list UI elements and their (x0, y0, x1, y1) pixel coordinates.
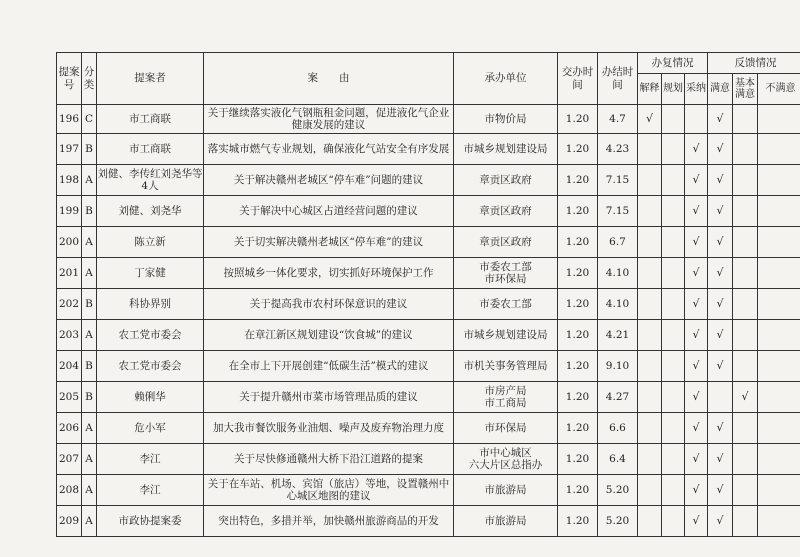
cell-completion-time: 4.27 (598, 382, 638, 413)
cell-proposer: 刘健、刘尧华 (97, 196, 204, 227)
cell-dissatisfied (758, 196, 800, 227)
cell-category: A (82, 227, 97, 258)
cell-adopt (685, 351, 708, 382)
cell-adopt (685, 413, 708, 444)
cell-category: A (82, 475, 97, 506)
check-mark-icon: √ (716, 420, 724, 434)
cell-adopt (685, 382, 708, 413)
check-mark-icon: √ (692, 482, 700, 496)
handler-name: 市物价局 (484, 112, 527, 125)
check-mark-icon: √ (692, 141, 700, 155)
handler-name: 六大片区总指办 (468, 459, 543, 471)
cell-plan (662, 196, 685, 227)
cell-category: B (82, 134, 97, 165)
handler-name: 市房产局 (484, 384, 527, 397)
header-handler: 承办单位 (454, 53, 558, 105)
cell-satisfied (708, 506, 733, 537)
cell-plan (662, 134, 685, 165)
cell-proposer: 危小军 (97, 413, 204, 444)
cell-handover-time: 1.20 (558, 506, 598, 537)
cell-subject: 在全市上下开展创建“低碳生活”模式的建议 (204, 351, 454, 382)
header-explain: 解释 (638, 74, 662, 105)
check-mark-icon: √ (692, 203, 700, 217)
handler-name: 市委农工部 (479, 260, 532, 273)
cell-adopt (685, 475, 708, 506)
cell-explain (638, 475, 662, 506)
cell-adopt (685, 165, 708, 196)
cell-completion-time: 4.23 (598, 134, 638, 165)
cell-explain (638, 351, 662, 382)
cell-id: 196 (57, 105, 82, 134)
cell-satisfied (708, 196, 733, 227)
cell-subject: 关于在车站、机场、宾馆（旅店）等地，设置赣州中心城区地图的建议 (204, 475, 454, 506)
cell-subject: 关于尽快修通赣州大桥下沿江道路的提案 (204, 444, 454, 475)
cell-id: 204 (57, 351, 82, 382)
cell-plan (662, 351, 685, 382)
cell-completion-time: 6.6 (598, 413, 638, 444)
cell-explain (638, 413, 662, 444)
cell-basically-satisfied (733, 382, 758, 413)
header-basically-satisfied: 基本满意 (733, 74, 758, 105)
cell-completion-time: 6.4 (598, 444, 638, 475)
cell-id: 206 (57, 413, 82, 444)
table-row (57, 382, 800, 413)
header-subject: 案 由 (204, 53, 454, 105)
cell-category: A (82, 320, 97, 351)
cell-handover-time: 1.20 (558, 258, 598, 289)
cell-category: B (82, 289, 97, 320)
cell-handler (454, 165, 558, 196)
cell-id: 199 (57, 196, 82, 227)
cell-basically-satisfied (733, 506, 758, 537)
cell-handler (454, 134, 558, 165)
cell-explain (638, 165, 662, 196)
cell-proposer: 李江 (97, 444, 204, 475)
cell-completion-time: 7.15 (598, 165, 638, 196)
cell-handler (454, 475, 558, 506)
cell-satisfied (708, 134, 733, 165)
check-mark-icon: √ (716, 327, 724, 341)
table-row (57, 105, 800, 134)
cell-category: A (82, 444, 97, 475)
check-mark-icon: √ (692, 172, 700, 186)
cell-adopt (685, 506, 708, 537)
cell-id: 202 (57, 289, 82, 320)
header-satisfied: 满意 (708, 74, 733, 105)
cell-basically-satisfied (733, 351, 758, 382)
cell-basically-satisfied (733, 444, 758, 475)
handler-name: 市环保局 (484, 273, 527, 285)
cell-basically-satisfied (733, 320, 758, 351)
cell-dissatisfied (758, 382, 800, 413)
cell-handler (454, 413, 558, 444)
header-completion-time: 办结时间 (598, 53, 638, 105)
check-mark-icon: √ (716, 358, 724, 372)
cell-handler (454, 227, 558, 258)
cell-basically-satisfied (733, 413, 758, 444)
cell-plan (662, 227, 685, 258)
check-mark-icon: √ (716, 172, 724, 186)
cell-handover-time: 1.20 (558, 320, 598, 351)
cell-explain (638, 289, 662, 320)
cell-satisfied (708, 258, 733, 289)
cell-proposer: 科协界别 (97, 289, 204, 320)
handler-name: 市城乡规划建设局 (463, 328, 548, 341)
cell-dissatisfied (758, 506, 800, 537)
cell-handler (454, 258, 558, 289)
cell-dissatisfied (758, 134, 800, 165)
cell-completion-time: 5.20 (598, 475, 638, 506)
cell-handover-time: 1.20 (558, 289, 598, 320)
cell-dissatisfied (758, 105, 800, 134)
cell-handover-time: 1.20 (558, 134, 598, 165)
cell-subject: 突出特色，多措并举，加快赣州旅游商品的开发 (204, 506, 454, 537)
table-row (57, 506, 800, 537)
header-reply-status: 办复情况 (638, 53, 708, 74)
cell-basically-satisfied (733, 105, 758, 134)
cell-handler (454, 196, 558, 227)
check-mark-icon: √ (692, 296, 700, 310)
cell-completion-time: 7.15 (598, 196, 638, 227)
check-mark-icon: √ (692, 265, 700, 279)
cell-adopt (685, 289, 708, 320)
cell-plan (662, 165, 685, 196)
header-id: 提案号 (57, 53, 82, 105)
cell-proposer: 李江 (97, 475, 204, 506)
cell-plan (662, 506, 685, 537)
cell-id: 207 (57, 444, 82, 475)
handler-name: 章贡区政府 (479, 235, 532, 248)
cell-category: C (82, 105, 97, 134)
header-handover-time: 交办时间 (558, 53, 598, 105)
cell-proposer: 农工党市委会 (97, 320, 204, 351)
cell-handover-time: 1.20 (558, 165, 598, 196)
cell-basically-satisfied (733, 289, 758, 320)
cell-dissatisfied (758, 258, 800, 289)
cell-basically-satisfied (733, 134, 758, 165)
table-row (57, 227, 800, 258)
cell-basically-satisfied (733, 196, 758, 227)
cell-handover-time: 1.20 (558, 196, 598, 227)
handler-name: 市旅游局 (484, 483, 527, 496)
cell-id: 205 (57, 382, 82, 413)
cell-plan (662, 105, 685, 134)
table-row (57, 165, 800, 196)
cell-handler (454, 444, 558, 475)
cell-handler (454, 351, 558, 382)
cell-completion-time: 4.10 (598, 258, 638, 289)
cell-subject: 关于解决中心城区占道经营问题的建议 (204, 196, 454, 227)
cell-proposer: 市工商联 (97, 105, 204, 134)
cell-dissatisfied (758, 475, 800, 506)
cell-adopt (685, 196, 708, 227)
cell-category: A (82, 506, 97, 537)
cell-id: 198 (57, 165, 82, 196)
cell-id: 200 (57, 227, 82, 258)
table-row (57, 289, 800, 320)
cell-completion-time: 4.21 (598, 320, 638, 351)
cell-explain (638, 196, 662, 227)
cell-satisfied (708, 227, 733, 258)
cell-plan (662, 258, 685, 289)
cell-dissatisfied (758, 351, 800, 382)
proposal-table (56, 52, 800, 537)
handler-name: 市中心城区 (479, 446, 532, 459)
check-mark-icon: √ (645, 111, 653, 125)
cell-handover-time: 1.20 (558, 105, 598, 134)
cell-category: B (82, 196, 97, 227)
check-mark-icon: √ (716, 482, 724, 496)
cell-completion-time: 5.20 (598, 506, 638, 537)
check-mark-icon: √ (716, 265, 724, 279)
cell-handler (454, 382, 558, 413)
check-mark-icon: √ (716, 513, 724, 527)
cell-satisfied (708, 165, 733, 196)
cell-completion-time: 6.7 (598, 227, 638, 258)
cell-subject: 在章江新区规划建设“饮食城”的建议 (204, 320, 454, 351)
cell-plan (662, 382, 685, 413)
cell-satisfied (708, 475, 733, 506)
cell-explain (638, 134, 662, 165)
handler-name: 市委农工部 (479, 297, 532, 310)
cell-satisfied (708, 444, 733, 475)
table-header (57, 53, 800, 105)
check-mark-icon: √ (692, 451, 700, 465)
handler-name: 章贡区政府 (479, 173, 532, 186)
cell-adopt (685, 227, 708, 258)
cell-id: 197 (57, 134, 82, 165)
handler-name: 市工商局 (484, 397, 527, 409)
table-body (57, 105, 800, 537)
cell-id: 203 (57, 320, 82, 351)
table-row (57, 444, 800, 475)
cell-category: A (82, 165, 97, 196)
cell-proposer: 丁家健 (97, 258, 204, 289)
table-row (57, 134, 800, 165)
cell-category: A (82, 258, 97, 289)
cell-explain (638, 506, 662, 537)
check-mark-icon: √ (716, 451, 724, 465)
cell-proposer: 市工商联 (97, 134, 204, 165)
cell-satisfied (708, 320, 733, 351)
cell-adopt (685, 258, 708, 289)
check-mark-icon: √ (716, 296, 724, 310)
cell-handover-time: 1.20 (558, 413, 598, 444)
header-feedback-status: 反馈情况 (708, 53, 800, 74)
cell-satisfied (708, 413, 733, 444)
cell-dissatisfied (758, 413, 800, 444)
cell-basically-satisfied (733, 165, 758, 196)
cell-subject: 关于解决赣州老城区“停车难”问题的建议 (204, 165, 454, 196)
table-row (57, 351, 800, 382)
cell-plan (662, 289, 685, 320)
cell-category: B (82, 351, 97, 382)
cell-explain (638, 227, 662, 258)
cell-subject: 关于提高我市农村环保意识的建议 (204, 289, 454, 320)
cell-adopt (685, 320, 708, 351)
check-mark-icon: √ (692, 389, 700, 403)
check-mark-icon: √ (716, 203, 724, 217)
cell-subject: 关于提升赣州市菜市场管理品质的建议 (204, 382, 454, 413)
check-mark-icon: √ (692, 327, 700, 341)
cell-dissatisfied (758, 444, 800, 475)
cell-proposer: 农工党市委会 (97, 351, 204, 382)
table-row (57, 196, 800, 227)
cell-handler (454, 105, 558, 134)
cell-adopt (685, 105, 708, 134)
cell-basically-satisfied (733, 227, 758, 258)
cell-subject: 关于切实解决赣州老城区“停车难”的建议 (204, 227, 454, 258)
cell-completion-time: 4.7 (598, 105, 638, 134)
cell-explain (638, 258, 662, 289)
header-plan: 规划 (662, 74, 685, 105)
cell-plan (662, 413, 685, 444)
cell-id: 201 (57, 258, 82, 289)
header-adopt: 采纳 (685, 74, 708, 105)
cell-subject: 关于继续落实液化气钢瓶租金问题，促进液化气企业健康发展的建议 (204, 105, 454, 134)
header-category: 分类 (82, 53, 97, 105)
cell-subject: 按照城乡一体化要求，切实抓好环境保护工作 (204, 258, 454, 289)
check-mark-icon: √ (692, 234, 700, 248)
header-dissatisfied: 不满意 (758, 74, 800, 105)
cell-satisfied (708, 351, 733, 382)
cell-proposer: 陈立新 (97, 227, 204, 258)
cell-explain (638, 382, 662, 413)
cell-satisfied (708, 382, 733, 413)
cell-completion-time: 4.10 (598, 289, 638, 320)
handler-name: 市机关事务管理局 (463, 359, 548, 372)
cell-handler (454, 506, 558, 537)
cell-explain (638, 320, 662, 351)
cell-completion-time: 9.10 (598, 351, 638, 382)
cell-adopt (685, 444, 708, 475)
cell-plan (662, 475, 685, 506)
cell-proposer: 刘健、李传红刘尧华等4人 (97, 165, 204, 196)
cell-dissatisfied (758, 227, 800, 258)
cell-handover-time: 1.20 (558, 382, 598, 413)
header-proposer: 提案者 (97, 53, 204, 105)
cell-subject: 加大我市餐饮服务业油烟、噪声及废弃物治理力度 (204, 413, 454, 444)
cell-handover-time: 1.20 (558, 351, 598, 382)
cell-dissatisfied (758, 320, 800, 351)
check-mark-icon: √ (716, 141, 724, 155)
cell-handover-time: 1.20 (558, 475, 598, 506)
cell-handover-time: 1.20 (558, 227, 598, 258)
cell-satisfied (708, 289, 733, 320)
handler-name: 市旅游局 (484, 514, 527, 527)
cell-dissatisfied (758, 165, 800, 196)
cell-handler (454, 320, 558, 351)
table-row (57, 320, 800, 351)
check-mark-icon: √ (692, 513, 700, 527)
cell-explain (638, 105, 662, 134)
cell-category: A (82, 413, 97, 444)
cell-basically-satisfied (733, 258, 758, 289)
cell-plan (662, 444, 685, 475)
handler-name: 市环保局 (484, 421, 527, 434)
cell-handler (454, 289, 558, 320)
check-mark-icon: √ (741, 389, 749, 403)
check-mark-icon: √ (716, 234, 724, 248)
cell-basically-satisfied (733, 475, 758, 506)
cell-proposer: 赖俐华 (97, 382, 204, 413)
table-row (57, 475, 800, 506)
handler-name: 市城乡规划建设局 (463, 142, 548, 155)
handler-name: 章贡区政府 (479, 204, 532, 217)
cell-subject: 落实城市燃气专业规划，确保液化气站安全有序发展 (204, 134, 454, 165)
cell-proposer: 市政协提案委 (97, 506, 204, 537)
cell-adopt (685, 134, 708, 165)
table-row (57, 413, 800, 444)
table-row (57, 258, 800, 289)
check-mark-icon: √ (716, 111, 724, 125)
cell-satisfied (708, 105, 733, 134)
cell-id: 208 (57, 475, 82, 506)
cell-explain (638, 444, 662, 475)
cell-dissatisfied (758, 289, 800, 320)
cell-id: 209 (57, 506, 82, 537)
check-mark-icon: √ (692, 420, 700, 434)
cell-category: B (82, 382, 97, 413)
cell-handover-time: 1.20 (558, 444, 598, 475)
check-mark-icon: √ (692, 358, 700, 372)
cell-plan (662, 320, 685, 351)
